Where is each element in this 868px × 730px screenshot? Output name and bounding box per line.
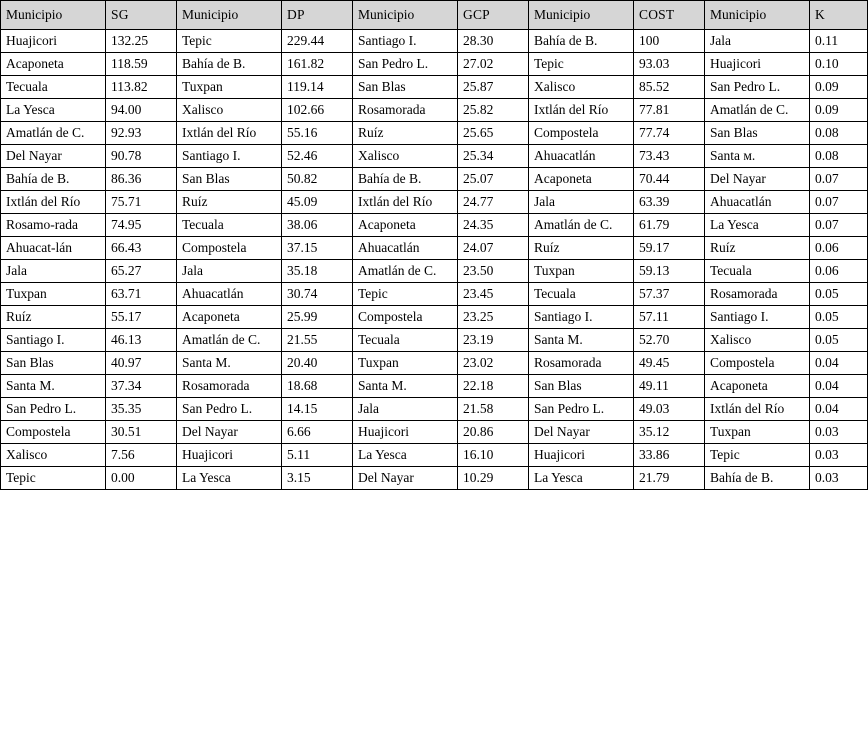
cell-value-dp: 52.46 — [282, 145, 353, 168]
cell-value-k: 0.04 — [810, 375, 868, 398]
column-header-sg: SG — [106, 1, 177, 30]
cell-value-gcp: 25.07 — [458, 168, 529, 191]
cell-value-sg: 35.35 — [106, 398, 177, 421]
cell-municipio-sg: Xalisco — [1, 444, 106, 467]
cell-value-sg: 0.00 — [106, 467, 177, 490]
column-header-dp: DP — [282, 1, 353, 30]
column-header-municipio-4: Municipio — [529, 1, 634, 30]
cell-municipio-gcp: Ahuacatlán — [353, 237, 458, 260]
cell-value-k: 0.06 — [810, 260, 868, 283]
cell-municipio-dp: Rosamorada — [177, 375, 282, 398]
cell-value-k: 0.05 — [810, 283, 868, 306]
cell-municipio-dp: San Blas — [177, 168, 282, 191]
cell-value-cost: 93.03 — [634, 53, 705, 76]
cell-municipio-k: Compostela — [705, 352, 810, 375]
cell-municipio-gcp: Amatlán de C. — [353, 260, 458, 283]
cell-municipio-cost: Bahía de B. — [529, 30, 634, 53]
cell-value-gcp: 25.65 — [458, 122, 529, 145]
cell-value-dp: 5.11 — [282, 444, 353, 467]
column-header-gcp: GCP — [458, 1, 529, 30]
cell-value-cost: 100 — [634, 30, 705, 53]
cell-value-gcp: 22.18 — [458, 375, 529, 398]
cell-value-cost: 59.17 — [634, 237, 705, 260]
table-row — [1, 99, 868, 122]
cell-municipio-k: Bahía de B. — [705, 467, 810, 490]
cell-municipio-dp: Bahía de B. — [177, 53, 282, 76]
cell-municipio-cost: Ixtlán del Río — [529, 99, 634, 122]
cell-value-sg: 7.56 — [106, 444, 177, 467]
cell-value-sg: 30.51 — [106, 421, 177, 444]
cell-municipio-dp: Tepic — [177, 30, 282, 53]
cell-municipio-k: San Blas — [705, 122, 810, 145]
cell-municipio-gcp: Compostela — [353, 306, 458, 329]
cell-municipio-cost: Tuxpan — [529, 260, 634, 283]
cell-municipio-k: Ruíz — [705, 237, 810, 260]
cell-value-dp: 37.15 — [282, 237, 353, 260]
cell-value-k: 0.11 — [810, 30, 868, 53]
cell-value-k: 0.07 — [810, 168, 868, 191]
cell-value-dp: 102.66 — [282, 99, 353, 122]
column-header-municipio-3: Municipio — [353, 1, 458, 30]
table-row — [1, 76, 868, 99]
cell-municipio-sg: Tuxpan — [1, 283, 106, 306]
cell-value-dp: 35.18 — [282, 260, 353, 283]
cell-value-dp: 50.82 — [282, 168, 353, 191]
cell-municipio-gcp: Del Nayar — [353, 467, 458, 490]
cell-municipio-k: Acaponeta — [705, 375, 810, 398]
cell-value-gcp: 21.58 — [458, 398, 529, 421]
cell-value-dp: 30.74 — [282, 283, 353, 306]
cell-municipio-gcp: Xalisco — [353, 145, 458, 168]
table-row — [1, 122, 868, 145]
cell-municipio-cost: Jala — [529, 191, 634, 214]
cell-municipio-dp: Ixtlán del Río — [177, 122, 282, 145]
cell-value-k: 0.04 — [810, 398, 868, 421]
cell-value-cost: 63.39 — [634, 191, 705, 214]
cell-value-cost: 49.03 — [634, 398, 705, 421]
cell-municipio-cost: Acaponeta — [529, 168, 634, 191]
cell-municipio-gcp: Acaponeta — [353, 214, 458, 237]
cell-value-sg: 86.36 — [106, 168, 177, 191]
table-row — [1, 168, 868, 191]
cell-municipio-sg: Amatlán de C. — [1, 122, 106, 145]
cell-value-sg: 113.82 — [106, 76, 177, 99]
cell-municipio-cost: Xalisco — [529, 76, 634, 99]
table-header-row — [1, 1, 868, 30]
cell-value-gcp: 24.35 — [458, 214, 529, 237]
cell-municipio-cost: San Blas — [529, 375, 634, 398]
cell-municipio-sg: Santiago I. — [1, 329, 106, 352]
cell-value-dp: 14.15 — [282, 398, 353, 421]
cell-value-k: 0.07 — [810, 191, 868, 214]
cell-value-gcp: 20.86 — [458, 421, 529, 444]
cell-municipio-sg: Ruíz — [1, 306, 106, 329]
cell-municipio-k: San Pedro L. — [705, 76, 810, 99]
cell-municipio-dp: Huajicori — [177, 444, 282, 467]
table-header — [1, 1, 868, 30]
cell-value-sg: 65.27 — [106, 260, 177, 283]
cell-municipio-cost: Rosamorada — [529, 352, 634, 375]
cell-value-cost: 77.81 — [634, 99, 705, 122]
cell-value-sg: 66.43 — [106, 237, 177, 260]
table-row — [1, 444, 868, 467]
cell-value-sg: 75.71 — [106, 191, 177, 214]
cell-municipio-gcp: Santiago I. — [353, 30, 458, 53]
cell-value-k: 0.08 — [810, 122, 868, 145]
table-row — [1, 329, 868, 352]
cell-value-dp: 3.15 — [282, 467, 353, 490]
cell-municipio-gcp: Bahía de B. — [353, 168, 458, 191]
cell-value-k: 0.05 — [810, 306, 868, 329]
cell-municipio-dp: Del Nayar — [177, 421, 282, 444]
cell-value-dp: 18.68 — [282, 375, 353, 398]
cell-municipio-dp: Tuxpan — [177, 76, 282, 99]
cell-value-k: 0.03 — [810, 467, 868, 490]
cell-value-sg: 94.00 — [106, 99, 177, 122]
cell-value-cost: 59.13 — [634, 260, 705, 283]
cell-value-dp: 6.66 — [282, 421, 353, 444]
cell-value-sg: 46.13 — [106, 329, 177, 352]
cell-value-gcp: 24.77 — [458, 191, 529, 214]
cell-municipio-dp: Ruíz — [177, 191, 282, 214]
cell-value-gcp: 10.29 — [458, 467, 529, 490]
cell-value-gcp: 24.07 — [458, 237, 529, 260]
cell-value-dp: 20.40 — [282, 352, 353, 375]
cell-value-k: 0.03 — [810, 444, 868, 467]
table-row — [1, 53, 868, 76]
cell-municipio-k: Huajicori — [705, 53, 810, 76]
cell-value-gcp: 23.02 — [458, 352, 529, 375]
cell-municipio-cost: Huajicori — [529, 444, 634, 467]
cell-value-gcp: 23.25 — [458, 306, 529, 329]
cell-municipio-k: Tecuala — [705, 260, 810, 283]
table-row — [1, 260, 868, 283]
cell-value-dp: 229.44 — [282, 30, 353, 53]
cell-municipio-dp: Compostela — [177, 237, 282, 260]
cell-value-sg: 132.25 — [106, 30, 177, 53]
cell-municipio-cost: Santa M. — [529, 329, 634, 352]
cell-value-k: 0.05 — [810, 329, 868, 352]
cell-municipio-gcp: Ixtlán del Río — [353, 191, 458, 214]
cell-value-k: 0.09 — [810, 76, 868, 99]
cell-municipio-gcp: Jala — [353, 398, 458, 421]
cell-municipio-k: Jala — [705, 30, 810, 53]
cell-municipio-k: Xalisco — [705, 329, 810, 352]
cell-municipio-k: Del Nayar — [705, 168, 810, 191]
table-row — [1, 467, 868, 490]
cell-value-dp: 38.06 — [282, 214, 353, 237]
cell-municipio-cost: Tecuala — [529, 283, 634, 306]
cell-value-cost: 85.52 — [634, 76, 705, 99]
cell-value-dp: 25.99 — [282, 306, 353, 329]
table-row — [1, 398, 868, 421]
cell-value-gcp: 23.45 — [458, 283, 529, 306]
cell-value-sg: 63.71 — [106, 283, 177, 306]
cell-value-cost: 33.86 — [634, 444, 705, 467]
table-row — [1, 30, 868, 53]
column-header-k: K — [810, 1, 868, 30]
cell-value-sg: 118.59 — [106, 53, 177, 76]
cell-value-cost: 49.11 — [634, 375, 705, 398]
cell-value-cost: 57.37 — [634, 283, 705, 306]
cell-municipio-sg: Ahuacat-​lán — [1, 237, 106, 260]
cell-municipio-gcp: Santa M. — [353, 375, 458, 398]
cell-value-gcp: 25.34 — [458, 145, 529, 168]
cell-value-gcp: 25.87 — [458, 76, 529, 99]
table-row — [1, 145, 868, 168]
cell-municipio-cost: Santiago I. — [529, 306, 634, 329]
cell-value-gcp: 16.10 — [458, 444, 529, 467]
cell-municipio-dp: La Yesca — [177, 467, 282, 490]
cell-value-sg: 74.95 — [106, 214, 177, 237]
cell-value-dp: 119.14 — [282, 76, 353, 99]
cell-municipio-sg: Tecuala — [1, 76, 106, 99]
cell-value-gcp: 23.19 — [458, 329, 529, 352]
cell-municipio-gcp: Tepic — [353, 283, 458, 306]
cell-municipio-cost: Ruíz — [529, 237, 634, 260]
cell-municipio-sg: Bahía de B. — [1, 168, 106, 191]
table-row — [1, 352, 868, 375]
table-row — [1, 214, 868, 237]
cell-municipio-k: Tepic — [705, 444, 810, 467]
cell-value-k: 0.10 — [810, 53, 868, 76]
cell-municipio-sg: Jala — [1, 260, 106, 283]
cell-value-dp: 45.09 — [282, 191, 353, 214]
cell-municipio-dp: Santiago I. — [177, 145, 282, 168]
table-row — [1, 375, 868, 398]
cell-municipio-sg: Del Nayar — [1, 145, 106, 168]
cell-municipio-sg: Santa M. — [1, 375, 106, 398]
cell-municipio-sg: San Blas — [1, 352, 106, 375]
cell-municipio-cost: Amatlán de C. — [529, 214, 634, 237]
cell-value-k: 0.09 — [810, 99, 868, 122]
cell-municipio-dp: San Pedro L. — [177, 398, 282, 421]
cell-municipio-cost: Del Nayar — [529, 421, 634, 444]
cell-municipio-sg: Acaponeta — [1, 53, 106, 76]
cell-municipio-gcp: Rosamorada — [353, 99, 458, 122]
table-row — [1, 283, 868, 306]
cell-municipio-cost: San Pedro L. — [529, 398, 634, 421]
cell-municipio-sg: Ixtlán del Río — [1, 191, 106, 214]
cell-municipio-cost: Ahuacatlán — [529, 145, 634, 168]
cell-value-sg: 92.93 — [106, 122, 177, 145]
cell-value-gcp: 23.50 — [458, 260, 529, 283]
cell-municipio-gcp: San Pedro L. — [353, 53, 458, 76]
cell-value-k: 0.03 — [810, 421, 868, 444]
cell-municipio-k: Tuxpan — [705, 421, 810, 444]
cell-municipio-gcp: Tuxpan — [353, 352, 458, 375]
cell-value-k: 0.07 — [810, 214, 868, 237]
cell-value-gcp: 28.30 — [458, 30, 529, 53]
cell-value-k: 0.08 — [810, 145, 868, 168]
cell-value-dp: 55.16 — [282, 122, 353, 145]
cell-municipio-k: Santa м. — [705, 145, 810, 168]
cell-municipio-cost: Compostela — [529, 122, 634, 145]
cell-municipio-gcp: San Blas — [353, 76, 458, 99]
cell-municipio-dp: Tecuala — [177, 214, 282, 237]
cell-municipio-sg: Tepic — [1, 467, 106, 490]
cell-municipio-k: Santiago I. — [705, 306, 810, 329]
table-row — [1, 191, 868, 214]
cell-municipio-k: Ixtlán del Río — [705, 398, 810, 421]
column-header-municipio-1: Municipio — [1, 1, 106, 30]
cell-value-cost: 52.70 — [634, 329, 705, 352]
cell-value-sg: 37.34 — [106, 375, 177, 398]
cell-value-cost: 49.45 — [634, 352, 705, 375]
column-header-cost: COST — [634, 1, 705, 30]
cell-municipio-sg: Compostela — [1, 421, 106, 444]
cell-municipio-sg: La Yesca — [1, 99, 106, 122]
cell-municipio-k: Rosamorada — [705, 283, 810, 306]
cell-value-cost: 70.44 — [634, 168, 705, 191]
column-header-municipio-5: Municipio — [705, 1, 810, 30]
cell-municipio-gcp: La Yesca — [353, 444, 458, 467]
cell-value-cost: 61.79 — [634, 214, 705, 237]
cell-municipio-sg: Rosamo-​rada — [1, 214, 106, 237]
cell-municipio-gcp: Huajicori — [353, 421, 458, 444]
cell-municipio-dp: Acaponeta — [177, 306, 282, 329]
cell-value-cost: 73.43 — [634, 145, 705, 168]
column-header-municipio-2: Municipio — [177, 1, 282, 30]
cell-value-cost: 35.12 — [634, 421, 705, 444]
cell-value-cost: 77.74 — [634, 122, 705, 145]
cell-municipio-dp: Xalisco — [177, 99, 282, 122]
cell-municipio-k: Amatlán de C. — [705, 99, 810, 122]
table-row — [1, 306, 868, 329]
cell-municipio-gcp: Ruíz — [353, 122, 458, 145]
cell-municipio-cost: La Yesca — [529, 467, 634, 490]
cell-value-k: 0.04 — [810, 352, 868, 375]
cell-municipio-sg: San Pedro L. — [1, 398, 106, 421]
cell-municipio-cost: Tepic — [529, 53, 634, 76]
cell-municipio-dp: Ahuacatlán — [177, 283, 282, 306]
cell-municipio-sg: Huajicori — [1, 30, 106, 53]
table-row — [1, 421, 868, 444]
cell-municipio-dp: Amatlán de C. — [177, 329, 282, 352]
cell-municipio-k: La Yesca — [705, 214, 810, 237]
cell-value-sg: 40.97 — [106, 352, 177, 375]
cell-municipio-dp: Santa M. — [177, 352, 282, 375]
cell-municipio-dp: Jala — [177, 260, 282, 283]
cell-value-gcp: 27.02 — [458, 53, 529, 76]
cell-value-sg: 90.78 — [106, 145, 177, 168]
cell-municipio-k: Ahuacatlán — [705, 191, 810, 214]
cell-value-k: 0.06 — [810, 237, 868, 260]
table-body — [1, 30, 868, 490]
cell-value-cost: 57.11 — [634, 306, 705, 329]
cell-value-gcp: 25.82 — [458, 99, 529, 122]
table-row — [1, 237, 868, 260]
cell-value-sg: 55.17 — [106, 306, 177, 329]
cell-value-dp: 21.55 — [282, 329, 353, 352]
cell-value-cost: 21.79 — [634, 467, 705, 490]
cell-value-dp: 161.82 — [282, 53, 353, 76]
cell-municipio-gcp: Tecuala — [353, 329, 458, 352]
